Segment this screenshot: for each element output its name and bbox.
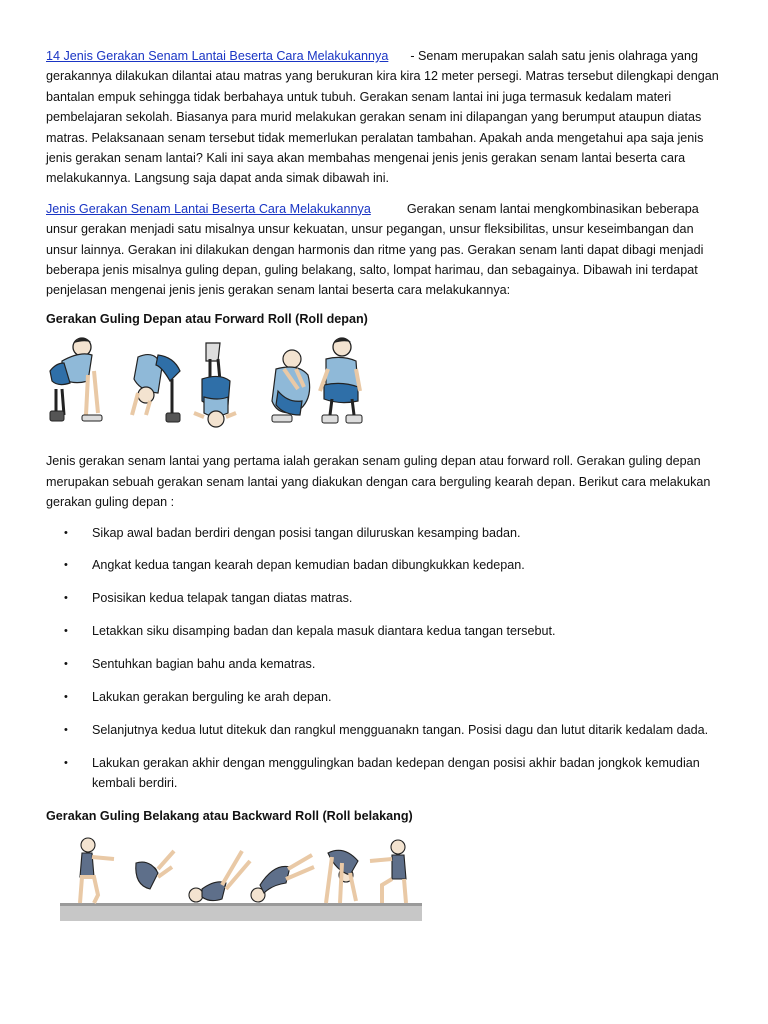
backward-roll-heading: Gerakan Guling Belakang atau Backward Roll (Roll belakang) — [46, 809, 413, 824]
list-item: • Lakukan gerakan akhir dengan menggulingkan badan kedepan dengan posisi akhir badan jongkok kemudian kembali berdiri. — [46, 753, 722, 794]
forward-roll-figure-2 — [132, 355, 180, 422]
list-item: • Sikap awal badan berdiri dengan posisi tangan diluruskan kesamping badan. — [46, 523, 722, 543]
bullet-icon: • — [64, 756, 68, 769]
bullet-icon: • — [64, 625, 68, 638]
intro-text: - Senam merupakan salah satu jenis olahraga yang gerakannya dilakukan dilantai atau matras yang berukuran kira kira 12 meter persegi. Matras tersebut dilengkapi dengan bantalan empuk sehingga tidak berbahaya untuk tubuh. Gerakan senam lantai ini juga termasuk kedalam materi pembelajaran sekolah. Biasanya para murid melakukan gerakan senam ini dilapangan yang berumput ataupun diatas matras. Pelaksanaan senam tersebut tidak memerlukan peralatan tambahan. Apakah anda mengetahui apa saja jenis jenis gerakan senam lantai? Kali ini saya akan membahas mengenai jenis jenis gerakan senam lantai beserta cara melakukannya. Langsung saja dapat anda simak dibawah ini. — [46, 49, 719, 186]
document-page — [46, 46, 722, 929]
forward-roll-figure-3 — [194, 343, 236, 427]
forward-roll-steps — [46, 523, 722, 794]
forward-roll-figure-1 — [50, 338, 102, 421]
bullet-icon: • — [64, 691, 68, 704]
forward-roll-heading: Gerakan Guling Depan atau Forward Roll (Roll depan) — [46, 311, 368, 326]
bullet-icon: • — [64, 658, 68, 671]
list-item: • Letakkan siku disamping badan dan kepala masuk diantara kedua tangan tersebut. — [46, 621, 722, 641]
bullet-icon: • — [64, 723, 68, 736]
intro-paragraph — [46, 46, 722, 189]
forward-roll-description: Jenis gerakan senam lantai yang pertama ialah gerakan senam guling depan atau forward roll. Gerakan guling depan merupakan sebuah gerakan senam lantai yang diakukan dengan cara berguling kearah depan. Berikut cara melakukan gerakan guling depan : — [46, 454, 711, 510]
section-link[interactable]: Jenis Gerakan Senam Lantai Beserta Cara Melakukannya — [46, 201, 371, 216]
list-item: • Angkat kedua tangan kearah depan kemudian badan dibungkukkan kedepan. — [46, 555, 722, 575]
intro-link[interactable]: 14 Jenis Gerakan Senam Lantai Beserta Cara Melakukannya — [46, 49, 389, 63]
list-item: • Posisikan kedua telapak tangan diatas matras. — [46, 588, 722, 608]
forward-roll-figure-4 — [272, 350, 310, 422]
bullet-icon: • — [64, 559, 68, 572]
section-text: Gerakan senam lantai mengkombinasikan beberapa unsur gerakan menjadi satu misalnya unsur kekuatan, unsur pegangan, unsur fleksibilitas, unsur keseimbangan dan unsur lainnya. Gerakan ini dilakukan dengan harmonis dan ritme yang pas. Gerakan senam lanti dapat dibagi menjadi beberapa jenis misalnya guling depan, guling belakang, salto, lompat harimau, dan sebagainya. Dibawah ini terdapat penjelasan mengenai jenis jenis gerakan senam lantai beserta cara melakukannya: — [46, 201, 704, 298]
forward-roll-illustration — [46, 335, 364, 435]
list-item: • Selanjutnya kedua lutut ditekuk dan rangkul mengguanakn tangan. Posisi dagu dan lutut ditarik kedalam dada. — [46, 720, 722, 740]
forward-roll-figure-5 — [320, 338, 362, 423]
section-paragraph — [46, 199, 722, 301]
list-item: • Sentuhkan bagian bahu anda kematras. — [46, 654, 722, 674]
bullet-icon: • — [64, 592, 68, 605]
list-item: • Lakukan gerakan berguling ke arah depan. — [46, 687, 722, 707]
backward-roll-illustration — [46, 833, 422, 929]
bullet-icon: • — [64, 526, 68, 539]
